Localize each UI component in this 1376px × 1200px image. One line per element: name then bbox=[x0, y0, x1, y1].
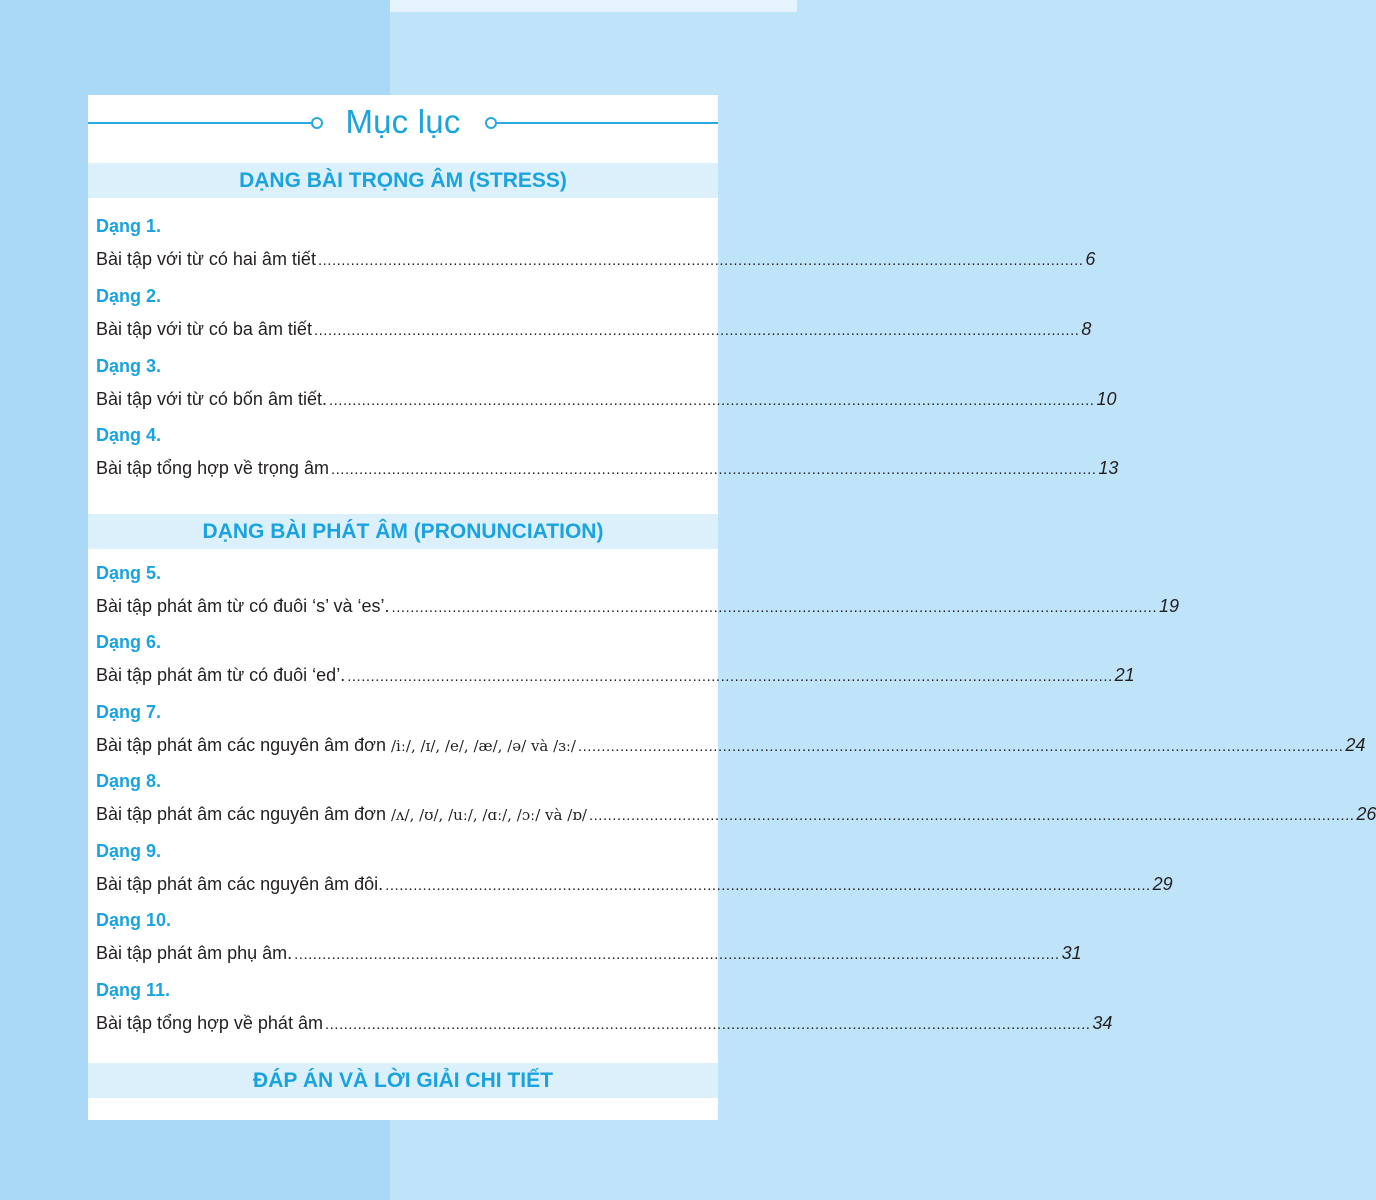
entry-ipa: /ʌ/, /ʊ/, /uː/, /ɑː/, /ɔː/ và /ɒ/ bbox=[391, 806, 587, 824]
entry-line bbox=[96, 943, 1082, 964]
section-heading-pronunciation: DẠNG BÀI PHÁT ÂM (PRONUNCIATION) bbox=[88, 514, 718, 549]
dot-leader: .................................................................................................................................................................... bbox=[588, 807, 1355, 824]
section-heading-answers: ĐÁP ÁN VÀ LỜI GIẢI CHI TIẾT bbox=[88, 1063, 718, 1098]
entry-line bbox=[96, 1013, 1113, 1034]
entry-page-number: 29 bbox=[1152, 874, 1173, 894]
entry-line bbox=[96, 249, 1096, 270]
entry-page-number: 6 bbox=[1085, 249, 1096, 269]
entry-label: Dạng 1. bbox=[96, 216, 162, 236]
toc-title-row bbox=[88, 95, 718, 153]
section-heading-stress: DẠNG BÀI TRỌNG ÂM (STRESS) bbox=[88, 163, 718, 198]
entry-label: Dạng 2. bbox=[96, 286, 162, 306]
entry-line bbox=[96, 874, 1173, 895]
entry-label: Dạng 11. bbox=[96, 980, 171, 1000]
dot-leader: .................................................................................................................................................................... bbox=[313, 322, 1080, 339]
entry-label: Dạng 6. bbox=[96, 632, 162, 652]
entry-label: Dạng 3. bbox=[96, 356, 162, 376]
entry-title: Bài tập tổng hợp về trọng âm bbox=[96, 458, 329, 478]
toc-page bbox=[88, 95, 1376, 1120]
entry-page-number: 21 bbox=[1114, 665, 1135, 685]
entry-title: Bài tập với từ có hai âm tiết bbox=[96, 249, 316, 269]
entry-page-number: 31 bbox=[1061, 943, 1082, 963]
entry-label: Dạng 9. bbox=[96, 841, 162, 861]
entry-label: Dạng 10. bbox=[96, 910, 172, 930]
entry-line bbox=[96, 735, 1366, 756]
dot-leader: .................................................................................................................................................................... bbox=[317, 252, 1084, 269]
entry-title: Bài tập với từ có bốn âm tiết. bbox=[96, 389, 327, 409]
entry-page-number: 34 bbox=[1092, 1013, 1113, 1033]
dot-leader: .................................................................................................................................................................... bbox=[347, 668, 1113, 685]
dot-leader: .................................................................................................................................................................... bbox=[577, 738, 1344, 755]
background-top-strip bbox=[390, 0, 797, 12]
dot-leader: .................................................................................................................................................................... bbox=[385, 877, 1151, 894]
entry-title: Bài tập tổng hợp về phát âm bbox=[96, 1013, 323, 1033]
entry-title: Bài tập phát âm từ có đuôi ‘ed’. bbox=[96, 665, 346, 685]
entry-ipa: /iː/, /ɪ/, /e/, /æ/, /ə/ và /ɜː/ bbox=[391, 737, 576, 755]
entry-line bbox=[96, 804, 1376, 825]
dot-leader: .................................................................................................................................................................... bbox=[330, 461, 1097, 478]
entry-line bbox=[96, 389, 1117, 410]
entry-label: Dạng 4. bbox=[96, 425, 162, 445]
entry-label: Dạng 5. bbox=[96, 563, 162, 583]
title-rule-right bbox=[496, 122, 718, 124]
entry-label: Dạng 7. bbox=[96, 702, 162, 722]
entry-page-number: 24 bbox=[1345, 735, 1366, 755]
dot-leader: .................................................................................................................................................................... bbox=[294, 946, 1060, 963]
entry-title: Bài tập phát âm từ có đuôi ‘s’ và ‘es’. bbox=[96, 596, 390, 616]
entry-label: Dạng 8. bbox=[96, 771, 162, 791]
entry-line bbox=[96, 458, 1119, 479]
entry-title: Bài tập phát âm phụ âm. bbox=[96, 943, 293, 963]
entry-title: Bài tập với từ có ba âm tiết bbox=[96, 319, 312, 339]
entry-page-number: 10 bbox=[1096, 389, 1117, 409]
entry-page-number: 26 bbox=[1356, 804, 1376, 824]
dot-leader: .................................................................................................................................................................... bbox=[328, 392, 1095, 409]
entry-title: Bài tập phát âm các nguyên âm đôi. bbox=[96, 874, 384, 894]
entry-page-number: 13 bbox=[1098, 458, 1119, 478]
entry-line bbox=[96, 665, 1135, 686]
page-title: Mục lục bbox=[345, 103, 461, 140]
entry-line bbox=[96, 319, 1092, 340]
entry-title: Bài tập phát âm các nguyên âm đơn bbox=[96, 804, 386, 824]
entry-page-number: 8 bbox=[1081, 319, 1092, 339]
entry-title: Bài tập phát âm các nguyên âm đơn bbox=[96, 735, 386, 755]
dot-leader: .................................................................................................................................................................... bbox=[391, 599, 1157, 616]
entry-page-number: 19 bbox=[1159, 596, 1180, 616]
entry-line bbox=[96, 596, 1180, 617]
dot-leader: .................................................................................................................................................................... bbox=[324, 1016, 1091, 1033]
